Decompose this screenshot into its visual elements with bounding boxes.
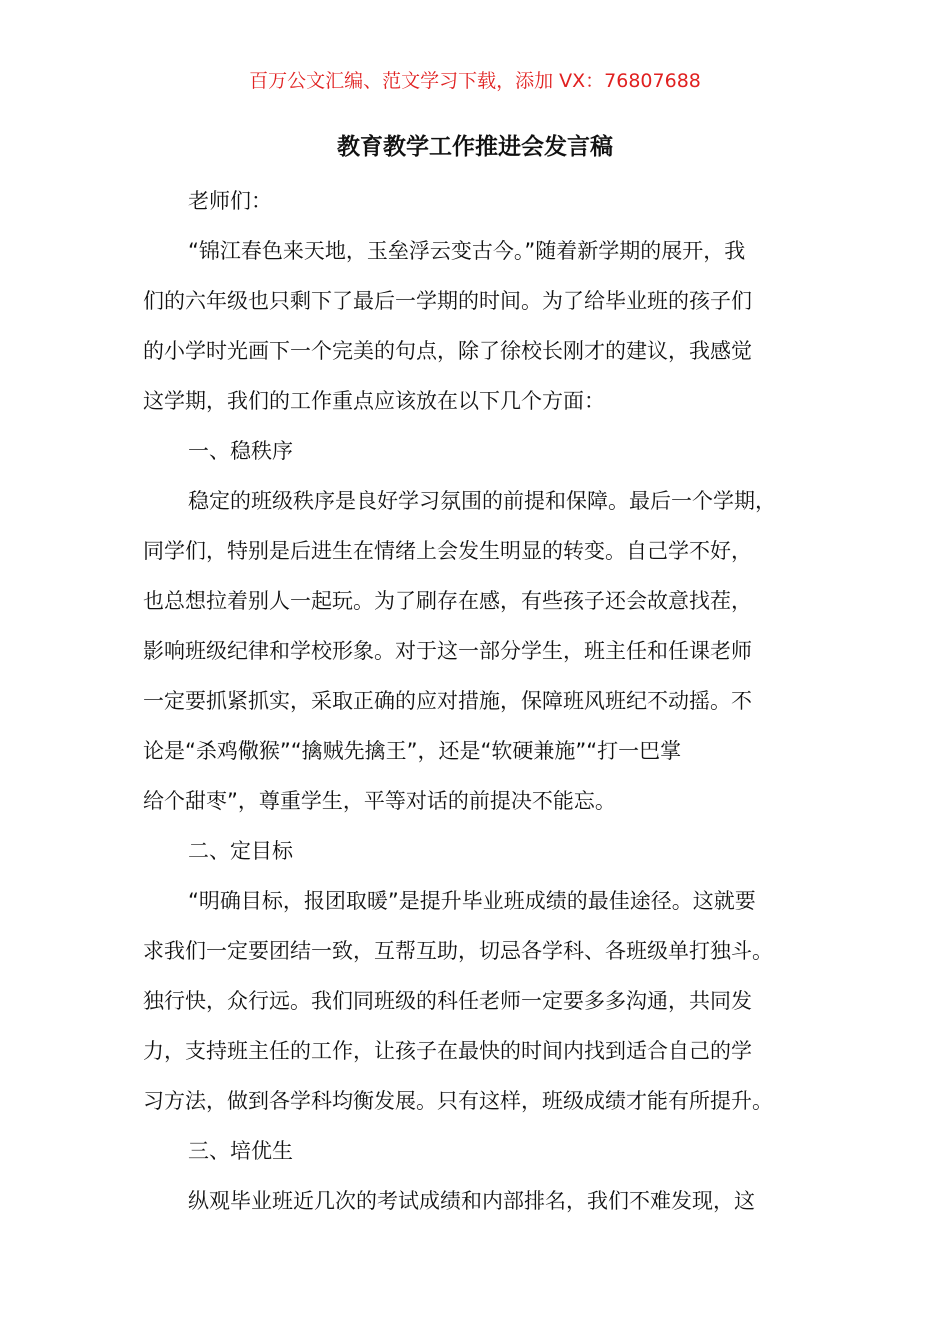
salutation: 老师们： [188, 189, 272, 213]
paragraph-line: 力，支持班主任的工作，让孩子在最快的时间内找到适合自己的学 [143, 1039, 752, 1063]
section-heading-2: 二、定目标 [188, 839, 293, 863]
download-banner: 百万公文汇编、范文学习下载，添加 VX：76807688 [249, 70, 701, 92]
paragraph-line: 这学期，我们的工作重点应该放在以下几个方面： [143, 389, 605, 413]
section-heading-1: 一、稳秩序 [188, 439, 293, 463]
paragraph-line: “锦江春色来天地，玉垒浮云变古今。”随着新学期的展开，我 [188, 239, 746, 263]
paragraph-line: 稳定的班级秩序是良好学习氛围的前提和保障。最后一个学期， [188, 489, 776, 513]
paragraph-line: 也总想拉着别人一起玩。为了刷存在感，有些孩子还会故意找茬， [143, 589, 752, 613]
paragraph-line: 给个甜枣”，尊重学生，平等对话的前提决不能忘。 [143, 789, 616, 813]
section-heading-3: 三、培优生 [188, 1139, 293, 1163]
paragraph-line: 的小学时光画下一个完美的句点，除了徐校长刚才的建议，我感觉 [143, 339, 752, 363]
paragraph-line: 一定要抓紧抓实，采取正确的应对措施，保障班风班纪不动摇。不 [143, 689, 752, 713]
paragraph-line: 习方法，做到各学科均衡发展。只有这样，班级成绩才能有所提升。 [143, 1089, 773, 1113]
document-body [143, 176, 808, 1226]
document-title: 教育教学工作推进会发言稿 [337, 134, 613, 160]
paragraph-line: 们的六年级也只剩下了最后一学期的时间。为了给毕业班的孩子们 [143, 289, 752, 313]
paragraph-line: 求我们一定要团结一致，互帮互助，切忌各学科、各班级单打独斗。 [143, 939, 773, 963]
paragraph-line: 同学们，特别是后进生在情绪上会发生明显的转变。自己学不好， [143, 539, 752, 563]
paragraph-line: 纵观毕业班近几次的考试成绩和内部排名，我们不难发现，这 [188, 1189, 755, 1213]
paragraph-line: 影响班级纪律和学校形象。对于这一部分学生，班主任和任课老师 [143, 639, 752, 663]
paragraph-line: 论是“杀鸡儆猴”“擒贼先擒王”，还是“软硬兼施”“打一巴掌 [143, 739, 682, 763]
paragraph-line: 独行快，众行远。我们同班级的科任老师一定要多多沟通，共同发 [143, 989, 752, 1013]
paragraph-line: “明确目标，报团取暖”是提升毕业班成绩的最佳途径。这就要 [188, 889, 756, 913]
